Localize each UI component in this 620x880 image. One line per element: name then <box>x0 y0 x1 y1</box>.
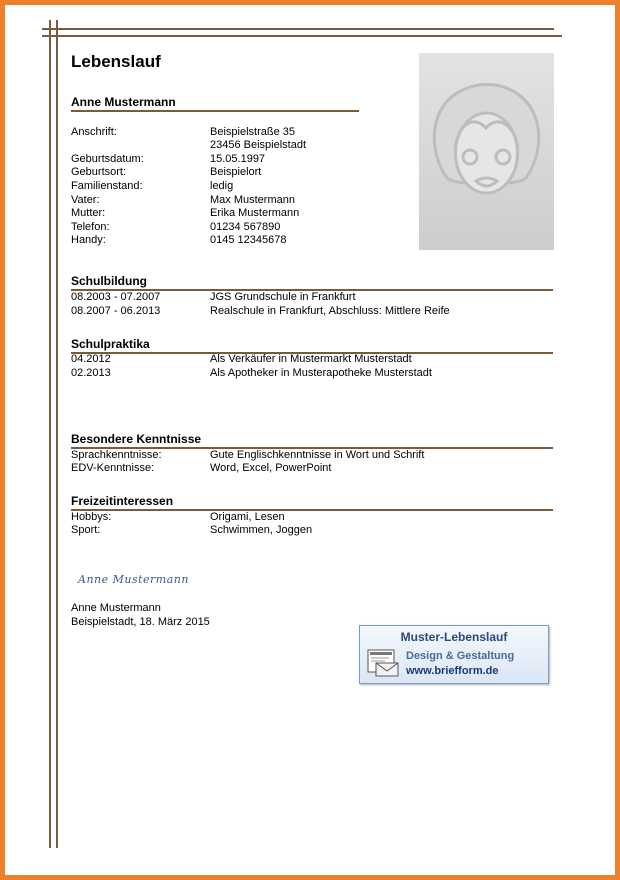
section-heading-text: Schulpraktika <box>71 337 150 351</box>
personal-value: 01234 567890 <box>210 221 281 233</box>
signature: Anne Mustermann <box>78 573 189 586</box>
personal-value: Beispielstraße 35 <box>210 126 295 138</box>
profile-photo <box>419 53 554 250</box>
personal-value: 15.05.1997 <box>210 153 266 165</box>
personal-value: Max Mustermann <box>210 194 295 206</box>
personal-label: Mutter: <box>71 207 106 219</box>
name-heading-text: Anne Mustermann <box>71 95 176 109</box>
person-icon <box>419 53 554 250</box>
badge-url-link[interactable]: www.briefform.de <box>406 665 499 677</box>
entry-value: Word, Excel, PowerPoint <box>210 462 332 474</box>
period-label: 08.2007 - 06.2013 <box>71 305 161 317</box>
personal-label: Familienstand: <box>71 180 143 192</box>
personal-value: 23456 Beispielstadt <box>210 139 307 151</box>
footer-name: Anne Mustermann <box>71 602 161 614</box>
section-heading-freizeit <box>71 494 553 511</box>
section-heading-kenntnisse <box>71 432 553 449</box>
badge-subtitle: Design & Gestaltung <box>406 650 515 662</box>
personal-label: Vater: <box>71 194 100 206</box>
personal-label: Handy: <box>71 234 106 246</box>
badge-title: Muster-Lebenslauf <box>400 630 508 644</box>
entry-value: Als Apotheker in Musterapotheke Musterstadt <box>210 367 432 379</box>
top-rule-1 <box>42 28 554 30</box>
page-title: Lebenslauf <box>71 52 161 71</box>
personal-value: 0145 12345678 <box>210 234 287 246</box>
section-heading-schulbildung <box>71 274 553 291</box>
personal-value: Beispielort <box>210 166 262 178</box>
left-rule-2 <box>56 20 58 848</box>
skill-label: EDV-Kenntnisse: <box>71 462 155 474</box>
period-label: 08.2003 - 07.2007 <box>71 291 161 303</box>
footer-place-date: Beispielstadt, 18. März 2015 <box>71 616 210 628</box>
personal-label: Telefon: <box>71 221 110 233</box>
section-heading-text: Besondere Kenntnisse <box>71 432 202 446</box>
period-label: 04.2012 <box>71 353 111 365</box>
name-heading <box>71 95 359 112</box>
personal-label: Geburtsdatum: <box>71 153 144 165</box>
entry-value: Als Verkäufer in Mustermarkt Musterstadt <box>210 353 412 365</box>
personal-value: ledig <box>210 180 234 192</box>
interest-label: Sport: <box>71 524 101 536</box>
entry-value: Origami, Lesen <box>210 511 285 523</box>
personal-value: Erika Mustermann <box>210 207 300 219</box>
skill-label: Sprachkenntnisse: <box>71 449 162 461</box>
interest-label: Hobbys: <box>71 511 112 523</box>
section-heading-text: Schulbildung <box>71 274 147 288</box>
section-heading-text: Freizeitinteressen <box>71 494 174 508</box>
entry-value: JGS Grundschule in Frankfurt <box>210 291 356 303</box>
period-label: 02.2013 <box>71 367 111 379</box>
left-rule-1 <box>49 20 51 848</box>
entry-value: Realschule in Frankfurt, Abschluss: Mittlere Reife <box>210 305 450 317</box>
top-rule-2 <box>42 35 562 37</box>
document-envelope-icon <box>367 649 399 677</box>
brand-badge[interactable] <box>359 625 549 684</box>
personal-label: Anschrift: <box>71 126 117 138</box>
entry-value: Gute Englischkenntnisse in Wort und Schrift <box>210 449 425 461</box>
personal-label: Geburtsort: <box>71 166 127 178</box>
entry-value: Schwimmen, Joggen <box>210 524 313 536</box>
section-heading-schulpraktika <box>71 337 553 354</box>
